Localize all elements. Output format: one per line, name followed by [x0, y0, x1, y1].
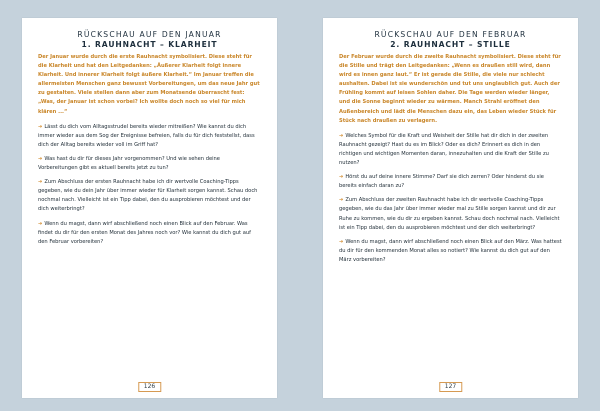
left-question-1 — [38, 123, 261, 150]
left-question-3-text: Zum Abschluss der ersten Rauhnacht habe ich dir wertvolle Coaching-Tipps gegeben, wie du dein Jahr über immer wieder für Klarheit sorgen kannst. Schau doch nochmal nach. Vielleicht ist ein Tipp dabei, den du ausprobieren möchtest und der dich weiterbringt? — [38, 179, 258, 213]
left-page — [22, 18, 277, 398]
right-question-1-text: Welches Symbol für die Kraft und Weisheit der Stille hat dir dich in der zweiten Rauhnacht gezeigt? Hast du es im Blick? Oder es dich? Erinnert es dich in den richtigen und wichtigen Momenten daran, innezuhalten und die Kraft der Stille zu nutzen? — [339, 132, 549, 167]
right-question-1 — [339, 132, 562, 168]
left-page-number: 126 — [138, 382, 161, 392]
right-question-4-text: Wenn du magst, dann wirf abschließend noch einen Blick auf den März. Was hattest du dir für den kommenden Monat alles so notiert? Wie kannst du dich gut auf den März vorbereiten? — [339, 238, 562, 263]
arrow-bullet-icon: ➜ — [38, 220, 43, 227]
right-page-number: 127 — [439, 382, 462, 392]
left-title-line-2: 1. RAUHNACHT – KLARHEIT — [81, 39, 218, 49]
left-question-4 — [38, 220, 261, 247]
left-question-2-text: Was hast du dir für dieses Jahr vorgenommen? Und wie sehen deine Vorbereitungen gibt es aktuell bereits jetzt zu tun? — [38, 155, 220, 172]
arrow-bullet-icon: ➜ — [38, 155, 43, 162]
arrow-bullet-icon: ➜ — [38, 179, 43, 186]
left-question-4-text: Wenn du magst, dann wirf abschließend noch einen Blick auf den Februar. Was findet du dir für den ersten Monat des Jahres noch vor? Wie kannst du dich gut auf den Februar vorbereiten? — [38, 220, 251, 245]
right-question-3-text: Zum Abschluss der zweiten Rauhnacht habe ich dir wertvolle Coaching-Tipps gegeben, wie du das Jahr über immer wieder mal zu Stille sorgen kannst und dir zur Ruhe zu kommen, wie du dir zu ergeben kannst. Schau doch nochmal nach. Vielleicht ist ein Tipp dabei, den du ausprobieren möchtest und der dich weiterbringt? — [339, 197, 560, 231]
right-title-line-1: RÜCKSCHAU AUF DEN FEBRUAR — [374, 30, 527, 39]
left-question-1-text: Lässt du dich vom Alltagsstrudel bereits wieder mitreißen? Wie kannst du dich immer wieder aus dem Sog der Ereignisse befreien, falls du für dich feststellst, dass dich der Alltag bereits wieder voll im Griff hat? — [38, 123, 255, 148]
arrow-bullet-icon: ➜ — [38, 123, 43, 130]
right-page — [323, 18, 578, 398]
left-title-line-1: RÜCKSCHAU AUF DEN JANUAR — [77, 30, 222, 39]
right-intro-paragraph: Der Februar wurde durch die zweite Rauhnacht symbolisiert. Diese steht für die Stille und trägt den Leitgedanken: „Wenn es draußen still wird, dann wird es innen ganz laut.“ Er ist gerade die Stille, die viele nur schlecht aushalten. Dabei ist sie wunderschön und tut uns unglaublich gut. Auch der Frühling kommt auf leisen Sohlen daher. Die Tage werden wieder länger, und die Sonne beginnt wieder zu wärmen. Manch Strahl eröffnet den Außenbereich und lädt die Menschen dazu ein, das Leben wieder Stück für Stück nach draußen zu verlagern. — [339, 54, 561, 124]
arrow-bullet-icon: ➜ — [339, 174, 344, 181]
arrow-bullet-icon: ➜ — [339, 132, 344, 139]
right-question-4 — [339, 238, 562, 265]
right-question-3 — [339, 196, 562, 232]
arrow-bullet-icon: ➜ — [339, 197, 344, 204]
right-page-title — [339, 30, 562, 49]
right-question-2-text: Hörst du auf deine innere Stimme? Darf sie dich zerren? Oder hinderst du sie bereits einfach daran zu? — [339, 174, 544, 190]
arrow-bullet-icon: ➜ — [339, 238, 344, 245]
right-question-2 — [339, 173, 562, 191]
left-page-title — [38, 30, 261, 49]
left-intro-paragraph: Der Januar wurde durch die erste Rauhnacht symbolisiert. Diese steht für die Klarheit und hat den Leitgedanken: „Äußerer Klarheit folgt innere Klarheit. Und innerer Klarheit folgt äußere Klarheit.“ Im Januar treffen die allermeisten Menschen ganz bewusst Vorbereitungen, um das neue Jahr gut zu gestalten. Viele stellen dann aber zum Monatsende überrascht fest: „Was, der Januar ist schon vorbei? Ich wollte doch noch so viel für mich klären ...“ — [38, 54, 260, 115]
left-question-2 — [38, 155, 261, 173]
left-question-3 — [38, 178, 261, 214]
right-title-line-2: 2. RAUHNACHT – STILLE — [390, 39, 511, 49]
